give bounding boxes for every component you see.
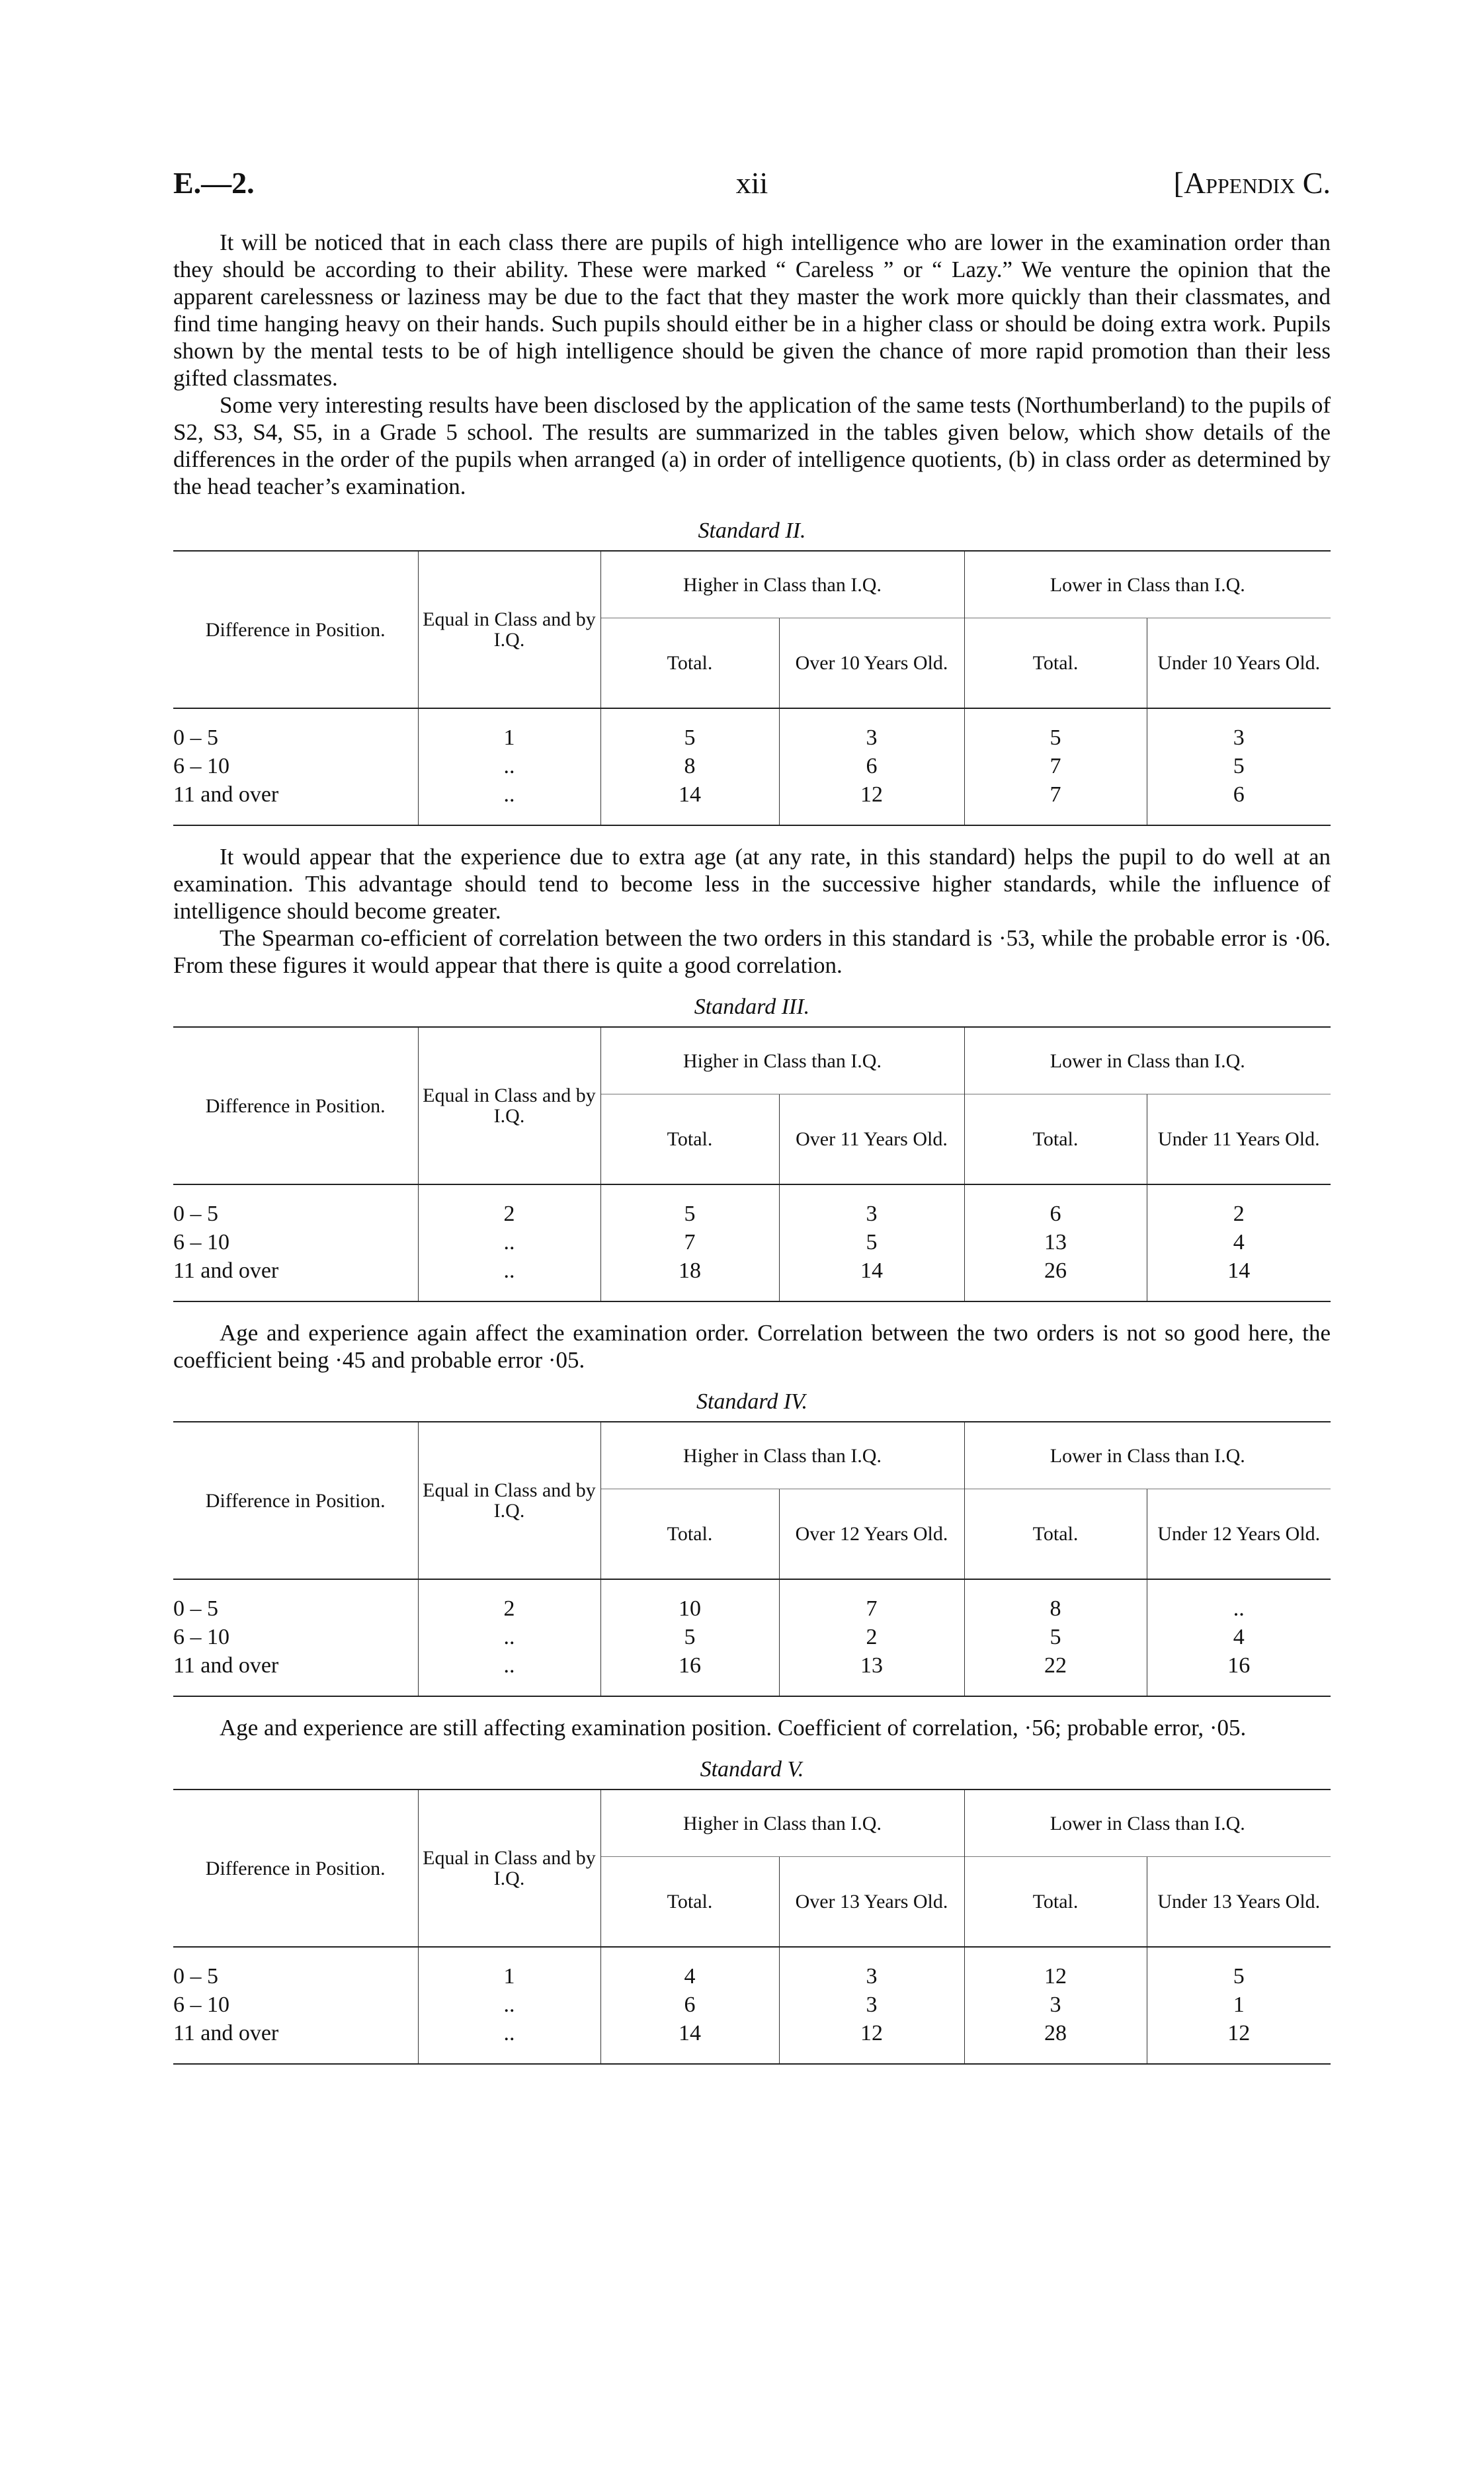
higher-over-cell: 3 <box>779 1184 964 1228</box>
lower-under-cell: 3 <box>1147 708 1331 752</box>
higher-total-cell: 5 <box>600 1623 779 1651</box>
col-lower-header: Lower in Class than I.Q. <box>964 551 1331 618</box>
higher-over-cell: 12 <box>779 780 964 825</box>
table-caption: Standard V. <box>700 1757 804 1782</box>
lower-under-cell: 14 <box>1147 1256 1331 1301</box>
difference-cell: 0 – 5 <box>173 725 218 750</box>
intro-paragraph: Some very interesting results have been disclosed by the application of the same tests (Northumberland) to the pupils of S2, S3, S4, S5, in a Grade 5 school. The results are summarized in the tables given below, which show details of the differences in the order of the pupils when arranged (a) in order of intelligence quotients, (b) in class order as determined by the head teacher’s examination. <box>173 392 1331 499</box>
col-higher-over-header: Over 12 Years Old. <box>779 1489 964 1580</box>
col-difference-header: Difference in Position. <box>173 1422 418 1579</box>
standard-table <box>173 1421 1331 1697</box>
header-right: [Appendix C. <box>1173 166 1331 200</box>
lower-total-cell: 3 <box>964 1991 1147 2019</box>
col-higher-header: Higher in Class than I.Q. <box>600 1789 964 1857</box>
lower-total-cell: 12 <box>964 1947 1147 1991</box>
difference-cell: 0 – 5 <box>173 1596 218 1621</box>
lower-total-cell: 28 <box>964 2019 1147 2064</box>
col-higher-header: Higher in Class than I.Q. <box>600 1422 964 1489</box>
lower-total-cell: 7 <box>964 780 1147 825</box>
difference-cell: 11 and over <box>173 1256 418 1301</box>
table-row <box>173 1184 1331 1228</box>
lower-under-cell: 4 <box>1147 1228 1331 1256</box>
table-caption: Standard III. <box>694 995 810 1019</box>
col-lower-total-header: Total. <box>964 1094 1147 1185</box>
commentary-paragraph: Age and experience again affect the examination order. Correlation between the two orders is not so good here, the coefficient being ·45 and probable error ·05. <box>173 1320 1331 1373</box>
col-lower-header: Lower in Class than I.Q. <box>964 1027 1331 1094</box>
document-page <box>173 165 1331 2065</box>
equal-cell: 1 <box>418 708 600 752</box>
higher-over-cell: 12 <box>779 2019 964 2064</box>
lower-under-cell: 1 <box>1147 1991 1331 2019</box>
equal-cell: 2 <box>418 1184 600 1228</box>
equal-cell: .. <box>418 1991 600 2019</box>
lower-under-cell: 5 <box>1147 752 1331 780</box>
higher-total-cell: 8 <box>600 752 779 780</box>
table-row <box>173 1651 1331 1696</box>
equal-cell: .. <box>418 780 600 825</box>
lower-under-cell: 16 <box>1147 1651 1331 1696</box>
table-caption: Standard II. <box>698 518 806 543</box>
col-difference-header: Difference in Position. <box>173 551 418 708</box>
higher-total-cell: 5 <box>600 708 779 752</box>
lower-total-cell: 13 <box>964 1228 1147 1256</box>
col-equal-header: Equal in Class and by I.Q. <box>418 1027 600 1184</box>
lower-under-cell: 12 <box>1147 2019 1331 2064</box>
higher-total-cell: 16 <box>600 1651 779 1696</box>
higher-total-cell: 6 <box>600 1991 779 2019</box>
equal-cell: .. <box>418 1623 600 1651</box>
col-higher-total-header: Total. <box>600 618 779 709</box>
col-lower-header: Lower in Class than I.Q. <box>964 1789 1331 1857</box>
col-lower-under-header: Under 12 Years Old. <box>1147 1489 1331 1580</box>
difference-cell: 0 – 5 <box>173 1964 218 1989</box>
higher-total-cell: 14 <box>600 780 779 825</box>
difference-cell: 11 and over <box>173 2019 418 2064</box>
higher-total-cell: 14 <box>600 2019 779 2064</box>
higher-total-cell: 18 <box>600 1256 779 1301</box>
higher-over-cell: 7 <box>779 1579 964 1623</box>
standard-table <box>173 1026 1331 1302</box>
lower-under-cell: .. <box>1147 1579 1331 1623</box>
equal-cell: .. <box>418 2019 600 2064</box>
difference-cell: 11 and over <box>173 780 418 825</box>
tables-section <box>173 512 1331 2065</box>
col-higher-over-header: Over 11 Years Old. <box>779 1094 964 1185</box>
col-lower-under-header: Under 10 Years Old. <box>1147 618 1331 709</box>
table-commentary <box>173 1714 1331 1741</box>
page-number: xii <box>735 166 768 200</box>
higher-over-cell: 14 <box>779 1256 964 1301</box>
higher-total-cell: 5 <box>600 1184 779 1228</box>
difference-cell: 6 – 10 <box>173 754 229 778</box>
lower-under-cell: 5 <box>1147 1947 1331 1991</box>
col-equal-header: Equal in Class and by I.Q. <box>418 1422 600 1579</box>
table-row <box>173 708 1331 752</box>
higher-over-cell: 3 <box>779 1947 964 1991</box>
col-difference-header: Difference in Position. <box>173 1027 418 1184</box>
lower-total-cell: 26 <box>964 1256 1147 1301</box>
lower-under-cell: 6 <box>1147 780 1331 825</box>
col-equal-header: Equal in Class and by I.Q. <box>418 551 600 708</box>
table-row <box>173 1228 1331 1256</box>
higher-total-cell: 10 <box>600 1579 779 1623</box>
header-left: E.—2. <box>173 166 255 200</box>
lower-total-cell: 7 <box>964 752 1147 780</box>
page-header <box>173 165 1331 212</box>
intro-paragraph: It will be noticed that in each class there are pupils of high intelligence who are lower in the examination order than they should be according to their ability. These were marked “ Careless ” or “ Lazy.” We venture the opinion that the apparent carelessness or laziness may be due to the fact that they master the work more quickly than their classmates, and find time hanging heavy on their hands. Such pupils should either be in a higher class or should be doing extra work. Pupils shown by the mental tests to be of high intelligence should be given the chance of more rapid promotion than their less gifted classmates. <box>173 229 1331 391</box>
lower-under-cell: 2 <box>1147 1184 1331 1228</box>
table-row <box>173 1947 1331 1991</box>
commentary-paragraph: It would appear that the experience due to extra age (at any rate, in this standard) helps the pupil to do well at an examination. This advantage should tend to become less in the successive higher standards, while the influence of intelligence should become greater. <box>173 844 1331 924</box>
col-lower-under-header: Under 13 Years Old. <box>1147 1857 1331 1948</box>
equal-cell: .. <box>418 752 600 780</box>
equal-cell: .. <box>418 1256 600 1301</box>
higher-over-cell: 3 <box>779 1991 964 2019</box>
table-commentary <box>173 843 1331 979</box>
table-row <box>173 780 1331 825</box>
col-lower-total-header: Total. <box>964 618 1147 709</box>
col-equal-header: Equal in Class and by I.Q. <box>418 1789 600 1947</box>
standard-table <box>173 550 1331 826</box>
col-lower-under-header: Under 11 Years Old. <box>1147 1094 1331 1185</box>
lower-total-cell: 5 <box>964 1623 1147 1651</box>
lower-total-cell: 8 <box>964 1579 1147 1623</box>
col-higher-over-header: Over 10 Years Old. <box>779 618 964 709</box>
equal-cell: .. <box>418 1228 600 1256</box>
higher-over-cell: 13 <box>779 1651 964 1696</box>
difference-cell: 6 – 10 <box>173 1625 229 1649</box>
table-caption: Standard IV. <box>696 1389 808 1414</box>
standard-table <box>173 1789 1331 2065</box>
table-row <box>173 1991 1331 2019</box>
table-row <box>173 2019 1331 2064</box>
commentary-paragraph: Age and experience are still affecting examination position. Coefficient of correlation, ·56; probable error, ·05. <box>220 1715 1247 1741</box>
difference-cell: 0 – 5 <box>173 1202 218 1226</box>
difference-cell: 6 – 10 <box>173 1993 229 2017</box>
higher-total-cell: 4 <box>600 1947 779 1991</box>
lower-total-cell: 22 <box>964 1651 1147 1696</box>
col-higher-total-header: Total. <box>600 1094 779 1185</box>
higher-total-cell: 7 <box>600 1228 779 1256</box>
col-higher-total-header: Total. <box>600 1489 779 1580</box>
lower-total-cell: 5 <box>964 708 1147 752</box>
difference-cell: 6 – 10 <box>173 1230 229 1255</box>
higher-over-cell: 2 <box>779 1623 964 1651</box>
higher-over-cell: 6 <box>779 752 964 780</box>
higher-over-cell: 5 <box>779 1228 964 1256</box>
lower-total-cell: 6 <box>964 1184 1147 1228</box>
col-lower-header: Lower in Class than I.Q. <box>964 1422 1331 1489</box>
col-higher-total-header: Total. <box>600 1857 779 1948</box>
table-row <box>173 1623 1331 1651</box>
col-higher-header: Higher in Class than I.Q. <box>600 551 964 618</box>
col-higher-header: Higher in Class than I.Q. <box>600 1027 964 1094</box>
equal-cell: 2 <box>418 1579 600 1623</box>
equal-cell: .. <box>418 1651 600 1696</box>
col-lower-total-header: Total. <box>964 1489 1147 1580</box>
col-higher-over-header: Over 13 Years Old. <box>779 1857 964 1948</box>
table-commentary <box>173 1319 1331 1374</box>
higher-over-cell: 3 <box>779 708 964 752</box>
lower-under-cell: 4 <box>1147 1623 1331 1651</box>
table-row <box>173 752 1331 780</box>
commentary-paragraph: The Spearman co-efficient of correlation between the two orders in this standard is ·53, while the probable error is ·06. From these figures it would appear that there is quite a good correlation. <box>173 925 1331 978</box>
table-row <box>173 1256 1331 1301</box>
col-lower-total-header: Total. <box>964 1857 1147 1948</box>
table-row <box>173 1579 1331 1623</box>
col-difference-header: Difference in Position. <box>173 1789 418 1947</box>
equal-cell: 1 <box>418 1947 600 1991</box>
difference-cell: 11 and over <box>173 1651 418 1696</box>
